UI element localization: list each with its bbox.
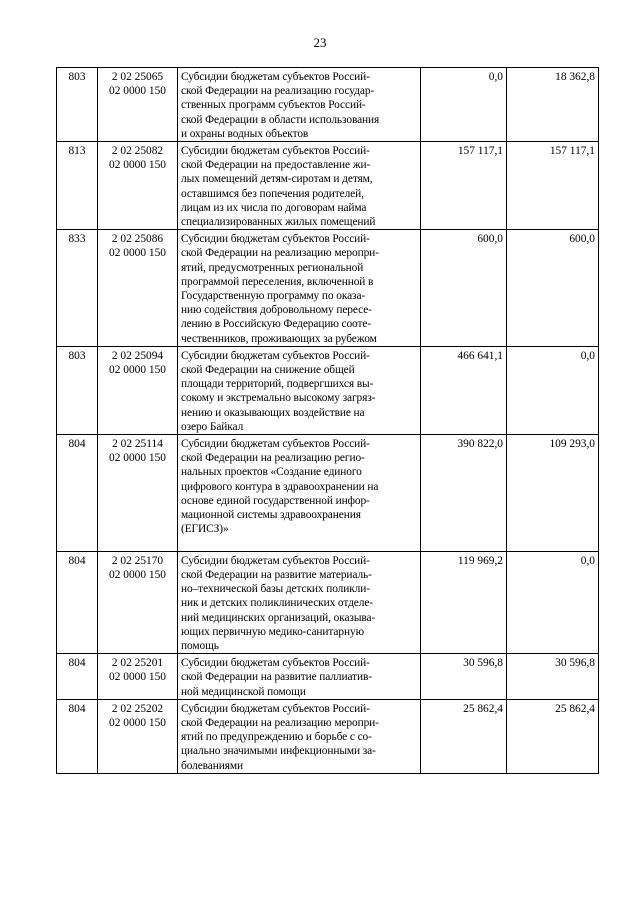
amount-2-cell: 25 862,4: [507, 699, 599, 773]
admin-code-cell: 813: [57, 142, 98, 230]
revenue-name-cell-line: ятий по предупреждению и борьбе с со-: [181, 731, 372, 744]
revenue-name-cell: [178, 699, 421, 773]
revenue-code-cell-line: 02 0000 150: [109, 159, 166, 172]
revenue-code-cell-line: 2 02 25082: [111, 145, 164, 158]
revenue-name-cell-line: циально значимыми инфекционными за-: [181, 745, 376, 758]
revenue-name-cell-line: ющих первичную медико-санитарную: [181, 625, 364, 638]
revenue-code-cell-line: 02 0000 150: [109, 364, 166, 377]
revenue-code-cell: [98, 435, 178, 552]
revenue-code-cell-line: 02 0000 150: [109, 671, 166, 684]
table-row: [57, 699, 599, 773]
revenue-name-cell-line: лых помещений детям-сиротам и детям,: [181, 173, 373, 186]
revenue-name-cell-line: ской Федерации на развитие паллиатив-: [181, 671, 373, 684]
revenue-code-cell-line: 02 0000 150: [109, 716, 166, 729]
revenue-name-cell-line: Субсидии бюджетам субъектов Россий-: [181, 349, 370, 362]
revenue-name-cell: [178, 142, 421, 230]
revenue-name-cell-line: ской Федерации на реализацию государ-: [181, 85, 375, 98]
revenue-name-cell-line: Субсидии бюджетам субъектов Россий-: [181, 145, 370, 158]
revenue-name-cell-line: лению в Российскую Федерацию сооте-: [181, 318, 372, 331]
admin-code-cell: 803: [57, 68, 98, 142]
revenue-name-cell: [178, 68, 421, 142]
table-row: [57, 654, 599, 700]
revenue-code-cell-line: 2 02 25094: [111, 349, 164, 362]
revenue-name-cell: [178, 551, 421, 653]
table-row: [57, 435, 599, 552]
amount-2-cell: 600,0: [507, 230, 599, 347]
revenue-name-cell-line: ской Федерации на снижение общей: [181, 364, 355, 377]
amount-1-cell: 390 822,0: [421, 435, 507, 552]
revenue-name-cell-line: специализированных жилых помещений: [181, 216, 376, 229]
revenue-name-cell-line: цифрового контура в здравоохранении на: [181, 480, 379, 493]
revenue-name-cell-line: оставшимся без попечения родителей,: [181, 187, 364, 200]
revenue-name-cell-line: ной медицинской помощи: [181, 685, 306, 698]
revenue-name-cell-line: основе единой государственной инфор-: [181, 494, 370, 507]
revenue-name-cell-line: Субсидии бюджетам субъектов Россий-: [181, 554, 370, 567]
table-row: [57, 346, 599, 434]
revenue-code-cell-line: 2 02 25114: [112, 438, 163, 451]
revenue-code-cell-line: 2 02 25202: [111, 702, 164, 715]
revenue-code-cell-line: 2 02 25065: [111, 71, 164, 83]
table-row: [57, 551, 599, 653]
amount-1-cell: 157 117,1: [421, 142, 507, 230]
amount-2-cell: 18 362,8: [507, 68, 599, 142]
table-row: [57, 230, 599, 347]
table-row: [57, 142, 599, 230]
amount-1-cell: 119 969,2: [421, 551, 507, 653]
revenue-code-cell: [98, 699, 178, 773]
revenue-name-cell-line: ской Федерации на реализацию меропри-: [181, 716, 379, 729]
amount-1-cell: 466 641,1: [421, 346, 507, 434]
revenue-name-cell-line: и охраны водных объектов: [181, 127, 309, 140]
revenue-name-cell-line: ник и детских поликлинических отделе-: [181, 597, 373, 610]
revenue-code-cell: [98, 654, 178, 700]
revenue-name-cell-line: программой переселения, включенной в: [181, 275, 374, 288]
revenue-name-cell-line: нию содействия добровольному пересе-: [181, 304, 372, 317]
revenue-name-cell-line: Государственную программу по оказа-: [181, 290, 366, 303]
amount-1-cell: 25 862,4: [421, 699, 507, 773]
revenue-name-cell-line: Субсидии бюджетам субъектов Россий-: [181, 233, 370, 246]
revenue-name-cell-line: ственных программ субъектов Россий-: [181, 99, 366, 112]
revenue-code-cell-line: 02 0000 150: [109, 568, 166, 581]
revenue-code-cell-line: 2 02 25201: [111, 657, 164, 670]
revenue-name-cell-line: ской Федерации на предоставление жи-: [181, 159, 371, 172]
admin-code-cell: 833: [57, 230, 98, 347]
revenue-name-cell-line: Субсидии бюджетам субъектов Россий-: [181, 702, 370, 715]
revenue-name-cell-line: ской Федерации на реализацию регио-: [181, 452, 365, 465]
revenue-code-cell: [98, 68, 178, 142]
revenue-name-cell-line: Субсидии бюджетам субъектов Россий-: [181, 657, 370, 670]
revenue-code-cell: [98, 346, 178, 434]
revenue-name-cell-line: Субсидии бюджетам субъектов Россий-: [181, 438, 370, 451]
revenue-name-cell-line: озеро Байкал: [181, 420, 244, 433]
revenue-code-cell-line: 2 02 25086: [111, 233, 164, 246]
amount-2-cell: 0,0: [507, 551, 599, 653]
revenue-name-cell-line: нению и оказывающих воздействие на: [181, 406, 365, 419]
revenue-code-cell-line: 02 0000 150: [109, 85, 166, 98]
revenue-name-cell: [178, 654, 421, 700]
page-number: 23: [313, 35, 327, 50]
amount-2-cell: 0,0: [507, 346, 599, 434]
revenue-name-cell-line: чественников, проживающих за рубежом: [181, 332, 377, 345]
revenue-name-cell-line: площади территорий, подвергшихся вы-: [181, 378, 374, 391]
revenue-code-cell: [98, 230, 178, 347]
revenue-name-cell-line: ятий, предусмотренных региональной: [181, 261, 364, 274]
revenue-name-cell-line: болеваниями: [181, 759, 243, 772]
revenue-code-cell-line: 02 0000 150: [109, 452, 166, 465]
revenue-name-cell: [178, 435, 421, 552]
amount-1-cell: 0,0: [421, 68, 507, 142]
revenue-name-cell-line: но–технической базы детских поликли-: [181, 583, 370, 596]
revenue-name-cell-line: ний медицинских организаций, оказыва-: [181, 611, 376, 624]
revenue-name-cell-line: лицам из их числа по договорам найма: [181, 201, 367, 214]
revenue-name-cell: [178, 230, 421, 347]
revenue-name-cell-line: ской Федерации на развитие материаль-: [181, 568, 372, 581]
revenue-name-cell-line: сокому и экстремально высокому загряз-: [181, 392, 376, 405]
admin-code-cell: 804: [57, 435, 98, 552]
revenue-name-cell-line: мационной системы здравоохранения: [181, 509, 361, 522]
revenue-name-cell-line: (ЕГИСЗ)»: [181, 523, 229, 536]
amount-2-cell: 157 117,1: [507, 142, 599, 230]
admin-code-cell: 804: [57, 551, 98, 653]
revenue-name-cell-line: Субсидии бюджетам субъектов Россий-: [181, 71, 370, 83]
amount-2-cell: 109 293,0: [507, 435, 599, 552]
admin-code-cell: 803: [57, 346, 98, 434]
revenue-name-cell: [178, 346, 421, 434]
revenue-code-cell-line: 02 0000 150: [109, 247, 166, 260]
revenue-name-cell-line: ской Федерации в области использования: [181, 113, 380, 126]
revenue-name-cell-line: [181, 537, 417, 551]
revenue-code-cell: [98, 142, 178, 230]
revenue-name-cell-line: помощь: [181, 639, 219, 652]
table-row: [57, 68, 599, 142]
revenue-name-cell-line: ской Федерации на реализацию меропри-: [181, 247, 379, 260]
admin-code-cell: 804: [57, 699, 98, 773]
amount-1-cell: 600,0: [421, 230, 507, 347]
revenue-code-cell-line: 2 02 25170: [111, 554, 164, 567]
amount-1-cell: 30 596,8: [421, 654, 507, 700]
revenue-name-cell-line: нальных проектов «Создание единого: [181, 466, 362, 479]
revenue-code-cell: [98, 551, 178, 653]
admin-code-cell: 804: [57, 654, 98, 700]
amount-2-cell: 30 596,8: [507, 654, 599, 700]
budget-table: [56, 67, 599, 774]
